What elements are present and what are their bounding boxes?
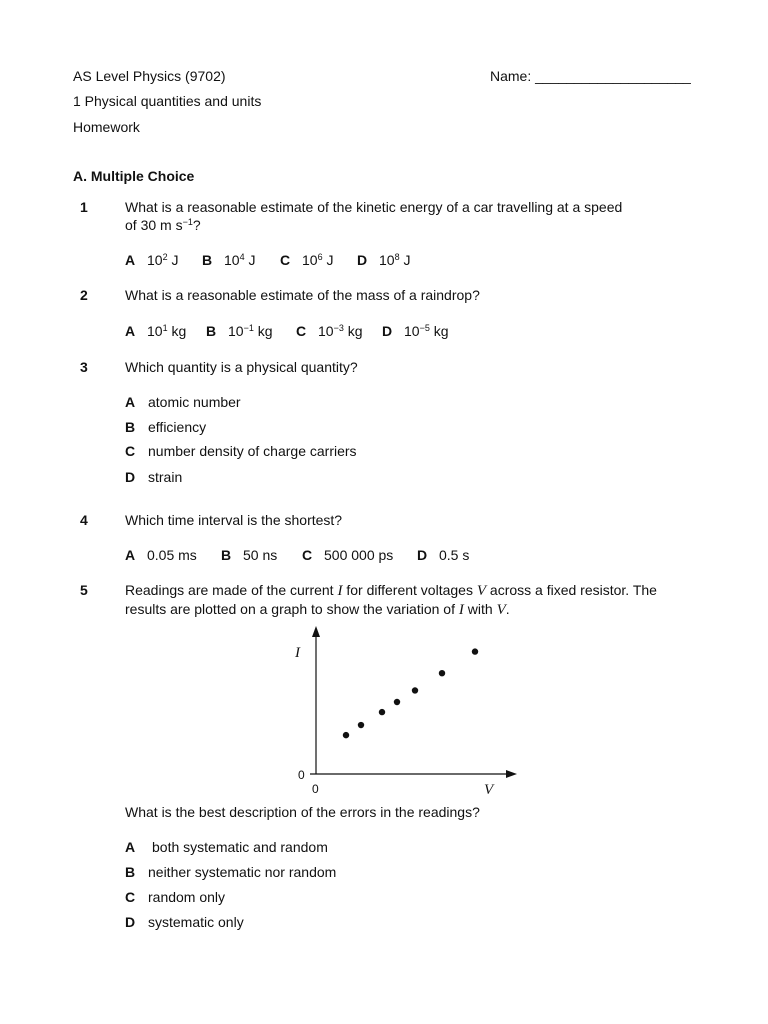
document-type: Homework [73,119,140,135]
option-letter: C [125,889,136,905]
option-a[interactable] [125,839,328,855]
question-text: What is a reasonable estimate of the mass of a raindrop? [125,287,480,303]
question-number: 3 [80,359,88,375]
question-number: 2 [80,287,88,303]
x-origin-label: 0 [312,782,319,796]
option-text: strain [148,469,183,485]
topic-title: 1 Physical quantities and units [73,93,262,109]
option-b[interactable] [221,547,277,563]
question-number: 5 [80,582,88,598]
data-points [343,648,478,738]
question-follow-up: What is the best description of the errors in the readings? [125,804,480,820]
iv-scatter-graph [285,620,525,800]
question-text: Which quantity is a physical quantity? [125,359,358,375]
data-point [379,709,385,715]
option-letter: B [125,864,136,880]
option-d[interactable]: D $10^8$ J [357,252,411,268]
option-letter: C [302,547,313,563]
data-point [439,670,445,676]
option-d[interactable] [417,547,469,563]
option-letter: D [382,323,393,339]
y-axis-label: I [295,645,300,661]
option-b[interactable] [125,864,336,880]
option-c[interactable] [125,889,225,905]
option-letter: D [125,469,136,485]
option-text: efficiency [148,419,207,435]
option-letter: B [125,419,136,435]
option-letter: C [125,443,136,459]
option-text: 500 000 ps [324,547,394,563]
option-b[interactable]: B $10^4$ J [202,252,256,268]
option-d[interactable]: D $10^{-5}$ kg [382,323,449,339]
option-letter: B [221,547,232,563]
option-text: number density of charge carriers [148,443,357,459]
option-letter: C [280,252,291,268]
option-text: systematic only [148,914,244,930]
x-axis-label: V [484,782,494,798]
question-text: Which time interval is the shortest? [125,512,343,528]
question-number: 4 [80,512,88,528]
option-letter: D [357,252,368,268]
name-field-label: Name: ____________________ [490,68,691,84]
question-text-line: of 30 m $s^{-1}$? [125,217,201,233]
option-a[interactable] [125,547,197,563]
option-letter: D [125,914,136,930]
option-c[interactable]: C $10^{-3}$ kg [296,323,363,339]
data-point [394,699,400,705]
question-text-line: What is a reasonable estimate of the kinetic energy of a car travelling at a speed [125,199,623,215]
option-text: atomic number [148,394,241,410]
question-text [125,198,622,234]
option-b[interactable]: B $10^{-1}$ kg [206,323,273,339]
option-letter: B [206,323,217,339]
option-letter: A [125,252,136,268]
data-point [358,722,364,728]
question-text-line: Readings are made of the current I for different voltages V across a fixed resistor. The [125,582,657,599]
option-c[interactable] [125,443,357,459]
option-letter: D [417,547,428,563]
option-a[interactable]: A $10^2$ J [125,252,179,268]
section-title: A. Multiple Choice [73,168,195,184]
option-text: both systematic and random [152,839,328,855]
course-title: AS Level Physics (9702) [73,68,226,84]
option-d[interactable] [125,469,182,485]
option-a[interactable]: A $10^1$ kg [125,323,187,339]
option-letter: A [125,394,136,410]
option-c[interactable] [302,547,393,563]
option-letter: B [202,252,213,268]
question-text [125,581,657,619]
option-letter: A [125,547,136,563]
option-text: 0.5 s [439,547,470,563]
option-text: neither systematic nor random [148,864,337,880]
option-a[interactable] [125,394,241,410]
data-point [472,648,478,654]
question-text-line: results are plotted on a graph to show the variation of I with V. [125,601,510,618]
option-text: random only [148,889,226,905]
option-letter: A [125,839,136,855]
option-letter: A [125,323,136,339]
option-letter: C [296,323,307,339]
data-point [343,732,349,738]
y-axis-arrow-icon [312,626,320,637]
option-text: 0.05 ms [147,547,197,563]
y-origin-label: 0 [298,768,305,782]
option-text: 50 ns [243,547,278,563]
x-axis-arrow-icon [506,770,517,778]
option-c[interactable]: C $10^6$ J [280,252,334,268]
option-b[interactable] [125,419,206,435]
question-number: 1 [80,199,88,215]
data-point [412,687,418,693]
option-d[interactable] [125,914,244,930]
